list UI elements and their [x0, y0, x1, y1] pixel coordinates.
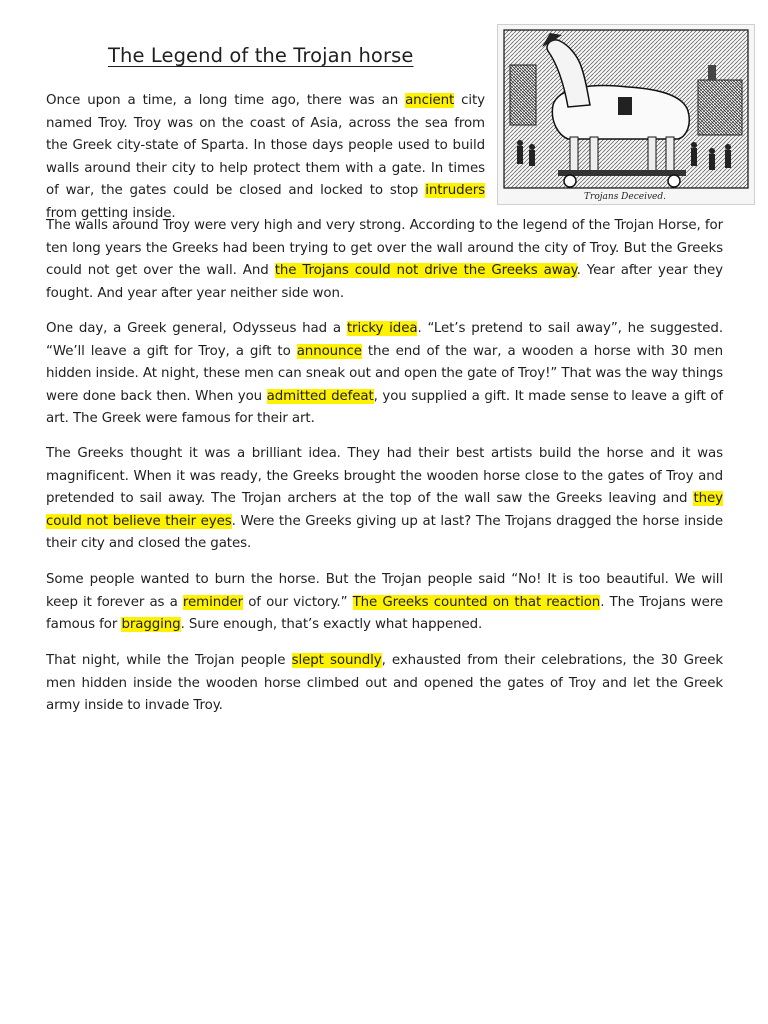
paragraph-6 — [46, 650, 723, 718]
paragraph-text: of our victory.” — [243, 594, 353, 610]
paragraph-1 — [46, 90, 485, 226]
page-title: The Legend of the Trojan horse — [108, 44, 414, 67]
paragraph-text: , exhausted from their celebrations, the 30 Greek men hidden inside the wooden horse climbed out and opened the gates of Troy and let the Greek army inside to invade Troy. — [46, 653, 723, 714]
paragraph-text: from getting inside. — [46, 205, 176, 221]
highlighted-phrase: announce — [296, 343, 362, 359]
highlighted-phrase: intruders — [425, 183, 485, 199]
paragraph-4 — [46, 443, 723, 556]
paragraph-5 — [46, 569, 723, 637]
paragraph-text: Some people wanted to burn the horse. But the Trojan people said “No! It is too beautiful. We will keep it forever as a — [46, 572, 723, 610]
highlighted-phrase: ancient — [405, 93, 455, 108]
paragraph-text: . Were the Greeks giving up at last? The Trojans dragged the horse inside their city and closed the gates. — [46, 513, 724, 552]
figure-caption: Trojans Deceived. — [584, 192, 666, 202]
paragraph-text: The Greeks thought it was a brilliant idea. They had their best artists build the horse and it was magnificent. When it was ready, the Greeks brought the wooden horse close to the gates of Troy and pretended to sail away. The Trojan archers at the top of the wall saw the Greeks leaving and — [46, 446, 723, 507]
paragraph-text: That night, while the Trojan people — [46, 653, 292, 668]
highlighted-phrase: they could not believe their eyes — [46, 491, 723, 529]
paragraph-text: The walls around Troy were very high and very strong. According to the legend of the Trojan Horse, for ten long years the Greeks had been trying to get over the wall around the city of Troy. But the Greeks could not get over the wall. And — [46, 218, 723, 279]
paragraph-text: the end of the war, a wooden a horse with 30 men hidden inside. At night, these men can sneak out and open the gate of Troy!” That was the way things were done back then. When you — [46, 343, 723, 404]
highlighted-phrase: reminder — [182, 594, 244, 610]
paragraph-text: . The Trojans were famous for — [46, 594, 723, 633]
highlighted-phrase: admitted defeat — [266, 388, 374, 404]
paragraph-text: . Year after year they fought. And year after year neither side won. — [46, 263, 724, 301]
highlighted-phrase: bragging — [121, 617, 181, 633]
engraving-image — [498, 25, 754, 204]
paragraph-text: Once upon a time, a long time ago, there was an — [46, 93, 406, 108]
paragraph-2 — [46, 215, 723, 305]
highlighted-phrase: the Trojans could not drive the Greeks away — [274, 263, 577, 279]
paragraph-text: . “Let’s pretend to sail away”, he suggested. “We’ll leave a gift for Troy, a gift to — [46, 321, 723, 359]
paragraph-3 — [46, 318, 723, 431]
paragraph-text: , you supplied a gift. It made sense to leave a gift of art. The Greek were famous for their art. — [46, 388, 723, 427]
paragraph-text: One day, a Greek general, Odysseus had a — [46, 321, 347, 336]
paragraph-text: city named Troy. Troy was on the coast of Asia, across the sea from the Greek city-state of Sparta. In those days people used to build walls around their city to help protect them with a gate. In times of war, the gates could be closed and locked to stop — [46, 93, 485, 199]
paragraph-text: . Sure enough, that’s exactly what happened. — [180, 617, 483, 633]
highlighted-phrase: tricky idea — [346, 321, 418, 336]
highlighted-phrase: slept soundly — [291, 653, 382, 668]
trojan-horse-illustration — [497, 24, 755, 205]
highlighted-phrase: The Greeks counted on that reaction — [352, 594, 601, 610]
